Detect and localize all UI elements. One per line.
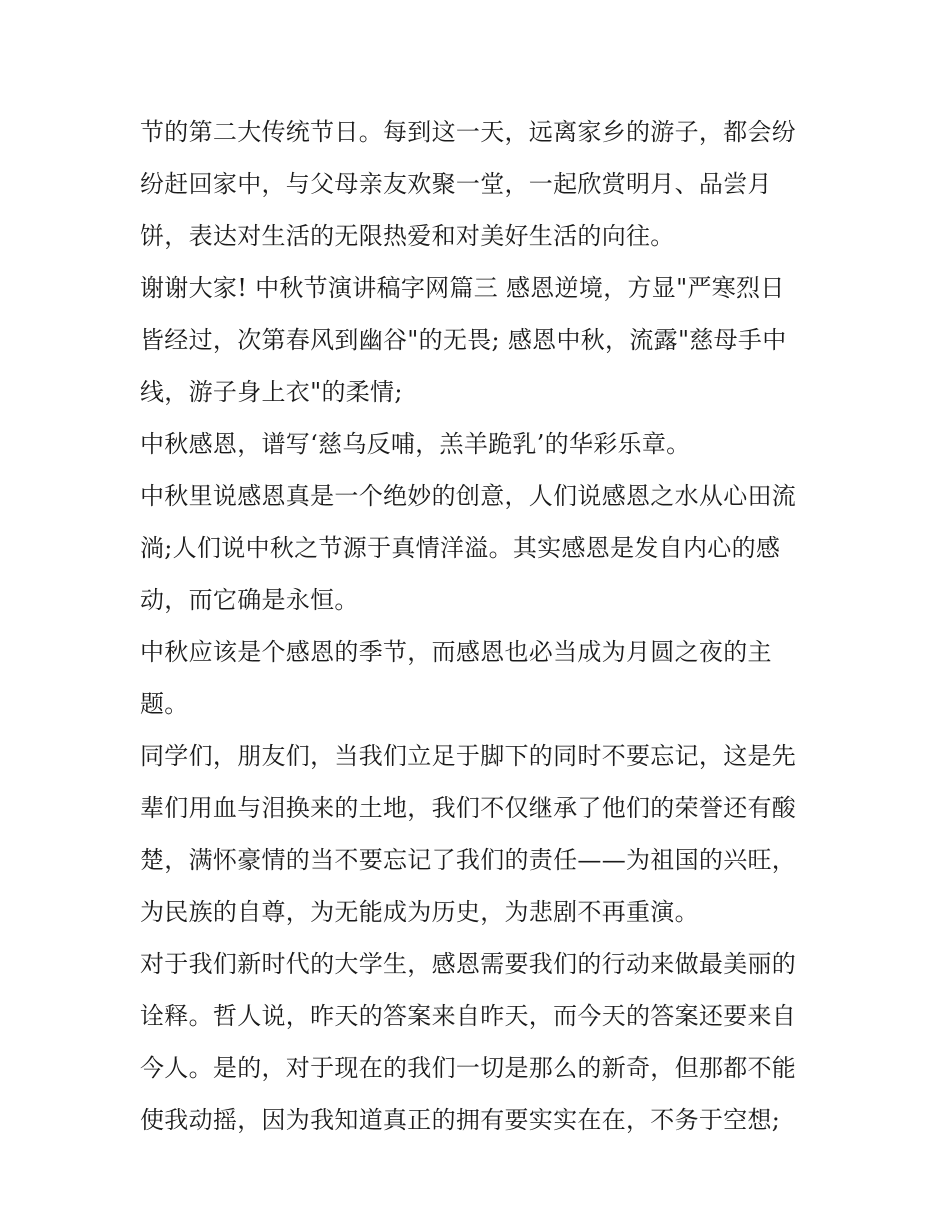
text-line: 中秋感恩，谱写‘慈乌反哺，羔羊跪乳’的华彩乐章。 — [140, 430, 691, 458]
text-line: 皆经过，次第春风到幽谷"的无畏; 感恩中秋，流露"慈母手中 — [140, 326, 787, 354]
text-line: 饼，表达对生活的无限热爱和对美好生活的向往。 — [140, 222, 675, 250]
text-line: 动，而它确是永恒。 — [140, 586, 359, 614]
text-line: 为民族的自尊，为无能成为历史，为悲剧不再重演。 — [140, 898, 699, 926]
text-line: 线，游子身上衣"的柔情; — [140, 378, 403, 406]
text-line: 中秋里说感恩真是一个绝妙的创意，人们说感恩之水从心田流 — [140, 482, 797, 510]
text-line: 淌;人们说中秋之节源于真情洋溢。其实感恩是发自内心的感 — [140, 534, 781, 562]
text-line: 对于我们新时代的大学生，感恩需要我们的行动来做最美丽的 — [140, 950, 797, 978]
text-line: 题。 — [140, 690, 189, 718]
text-line: 纷赶回家中，与父母亲友欢聚一堂，一起欣赏明月、品尝月 — [140, 170, 772, 198]
document-body — [140, 106, 830, 1146]
text-line: 使我动摇，因为我知道真正的拥有要实实在在，不务于空想; — [140, 1106, 781, 1134]
text-line: 辈们用血与泪换来的土地，我们不仅继承了他们的荣誉还有酸 — [140, 794, 797, 822]
text-line: 今人。是的，对于现在的我们一切是那么的新奇，但那都不能 — [140, 1054, 797, 1082]
text-line: 同学们，朋友们，当我们立足于脚下的同时不要忘记，这是先 — [140, 742, 797, 770]
text-line: 谢谢大家! 中秋节演讲稿字网篇三 感恩逆境，方显"严寒烈日 — [140, 274, 785, 302]
text-line: 诠释。哲人说，昨天的答案来自昨天，而今天的答案还要来自 — [140, 1002, 797, 1030]
text-line: 中秋应该是个感恩的季节，而感恩也必当成为月圆之夜的主 — [140, 638, 772, 666]
text-line: 节的第二大传统节日。每到这一天，远离家乡的游子，都会纷 — [140, 118, 797, 146]
text-line: 楚，满怀豪情的当不要忘记了我们的责任——为祖国的兴旺， — [140, 846, 797, 874]
